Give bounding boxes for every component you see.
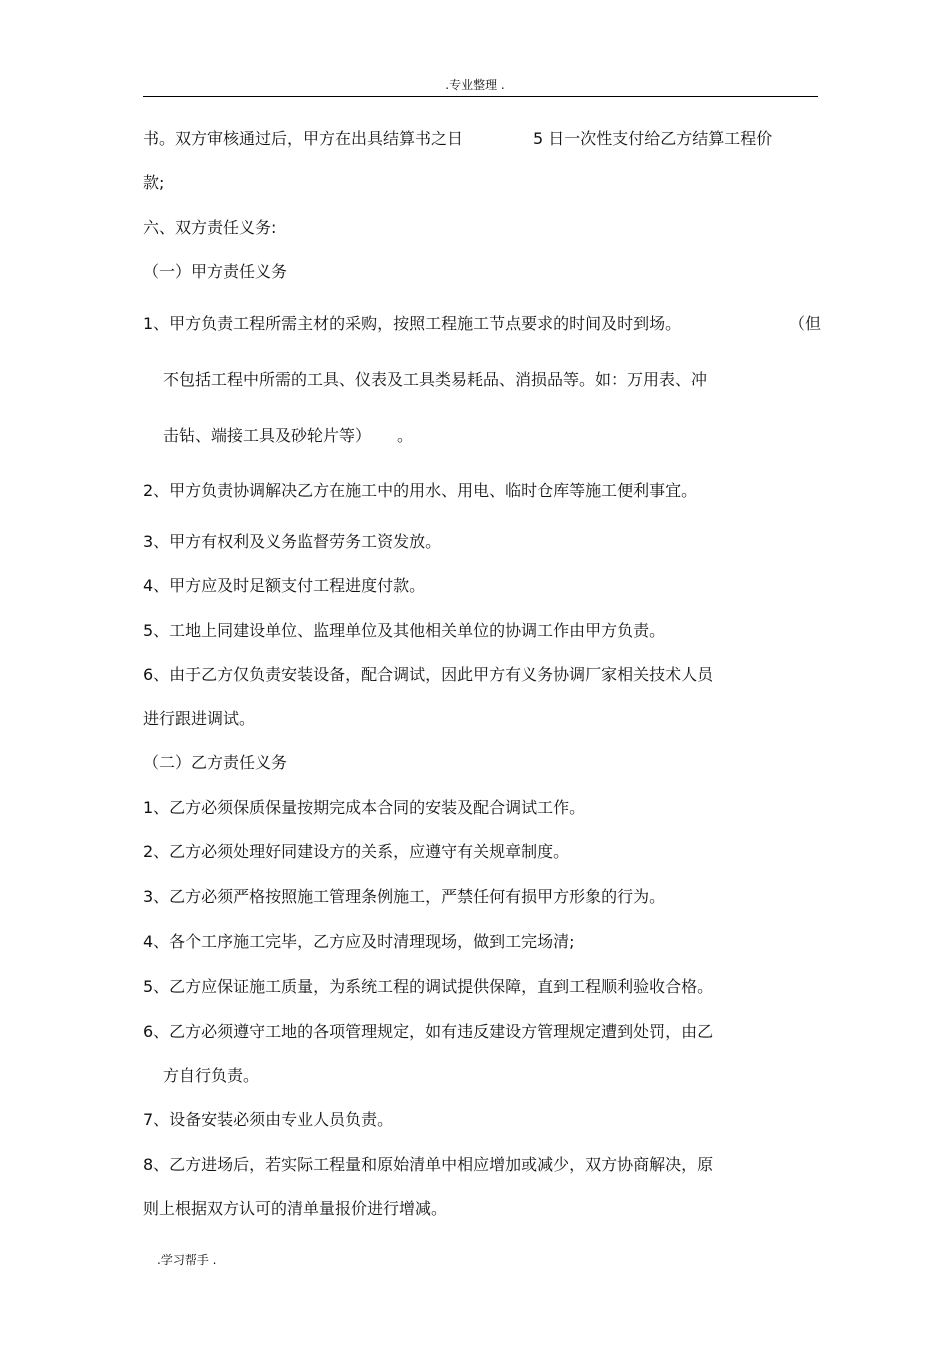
text-line: 款;	[143, 173, 165, 192]
list-item: 7、设备安装必须由专业人员负责。	[143, 1110, 394, 1129]
list-item: 3、乙方必须严格按照施工管理条例施工，严禁任何有损甲方形象的行为。	[143, 887, 666, 906]
section-heading: 六、双方责任义务:	[143, 218, 277, 237]
text-line: （但	[789, 314, 822, 333]
text-line: 方自行负责。	[163, 1066, 260, 1085]
list-item: 5、工地上同建设单位、监理单位及其他相关单位的协调工作由甲方负责。	[143, 621, 666, 640]
text-line: 击钻、端接工具及砂轮片等）	[163, 426, 372, 445]
list-item: 6、由于乙方仅负责安装设备，配合调试，因此甲方有义务协调厂家相关技术人员	[143, 665, 714, 684]
list-item: 6、乙方必须遵守工地的各项管理规定，如有违反建设方管理规定遭到处罚，由乙	[143, 1022, 714, 1041]
text-line: 不包括工程中所需的工具、仪表及工具类易耗品、消损品等。如：万用表、冲	[163, 370, 708, 389]
list-item: 2、乙方必须处理好同建设方的关系，应遵守有关规章制度。	[143, 842, 570, 861]
list-item: 5、乙方应保证施工质量，为系统工程的调试提供保障，直到工程顺利验收合格。	[143, 977, 714, 996]
list-item: 2、甲方负责协调解决乙方在施工中的用水、用电、临时仓库等施工便利事宜。	[143, 481, 698, 500]
list-item: 1、甲方负责工程所需主材的采购，按照工程施工节点要求的时间及时到场。	[143, 314, 682, 333]
text-line: 则上根据双方认可的清单量报价进行增减。	[143, 1199, 448, 1218]
list-item: 4、各个工序施工完毕，乙方应及时清理现场，做到工完场清;	[143, 932, 575, 951]
text-line: 书。双方审核通过后，甲方在出具结算书之日	[143, 129, 464, 148]
list-item: 8、乙方进场后，若实际工程量和原始清单中相应增加或减少，双方协商解决，原	[143, 1155, 714, 1174]
page-footer: .学习帮手 .	[157, 1253, 217, 1267]
subsection-heading: （一）甲方责任义务	[143, 262, 288, 281]
text-line: 5 日一次性支付给乙方结算工程价	[533, 129, 773, 148]
text-line: 。	[397, 426, 414, 445]
header-rule	[143, 96, 818, 97]
list-item: 3、甲方有权利及义务监督劳务工资发放。	[143, 532, 442, 551]
page-header: .专业整理 .	[445, 78, 505, 92]
text-line: 进行跟进调试。	[143, 709, 256, 728]
subsection-heading: （二）乙方责任义务	[143, 753, 288, 772]
list-item: 1、乙方必须保质保量按期完成本合同的安装及配合调试工作。	[143, 798, 586, 817]
list-item: 4、甲方应及时足额支付工程进度付款。	[143, 576, 426, 595]
